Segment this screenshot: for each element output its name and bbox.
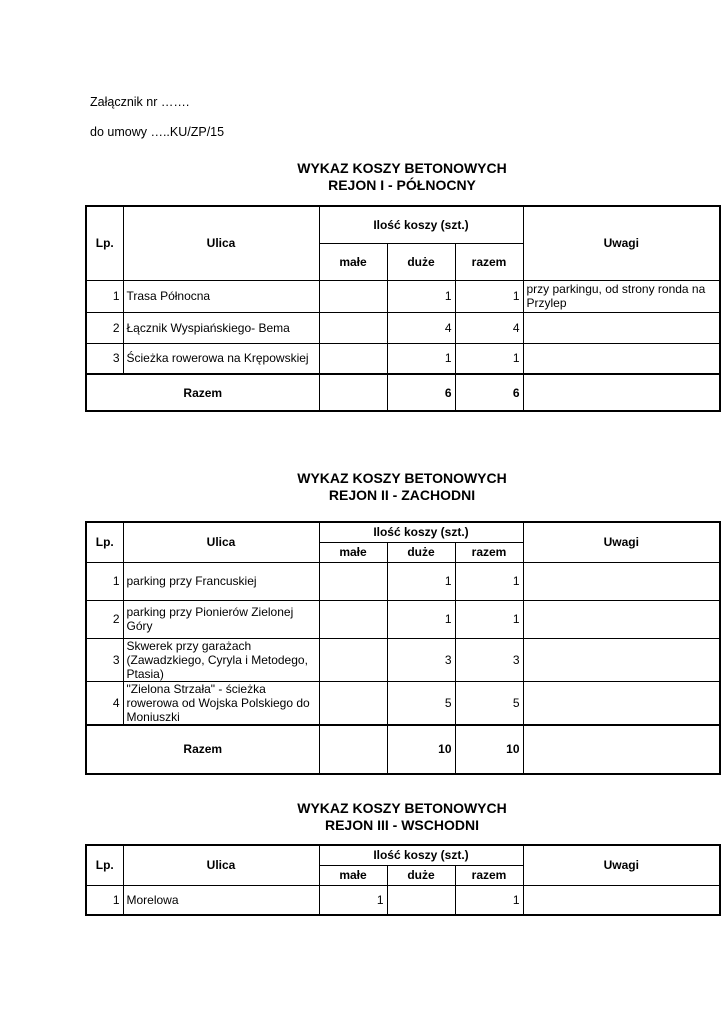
col-male: małe	[319, 865, 387, 885]
cell-duze: 1	[387, 562, 455, 600]
region-table-east	[85, 844, 721, 916]
cell-male	[319, 312, 387, 343]
section-title-line1: WYKAZ KOSZY BETONOWYCH	[297, 800, 507, 816]
cell-duze	[387, 885, 455, 915]
col-razem: razem	[455, 542, 523, 562]
cell-razem: 1	[455, 280, 523, 312]
cell-ulica: Łącznik Wyspiańskiego- Bema	[123, 312, 319, 343]
section-title-line1: WYKAZ KOSZY BETONOWYCH	[297, 470, 507, 486]
cell-lp: 3	[86, 343, 123, 374]
table-row	[86, 343, 720, 374]
table-row	[86, 885, 720, 915]
col-male: małe	[319, 542, 387, 562]
cell-lp: 1	[86, 562, 123, 600]
col-razem: razem	[455, 243, 523, 280]
cell-duze: 3	[387, 638, 455, 681]
cell-uwagi	[523, 312, 720, 343]
cell-male	[319, 562, 387, 600]
cell-uwagi	[523, 725, 720, 774]
cell-uwagi	[523, 562, 720, 600]
total-razem: 6	[455, 374, 523, 411]
total-row	[86, 374, 720, 411]
cell-lp: 4	[86, 681, 123, 725]
cell-razem: 1	[455, 562, 523, 600]
col-lp: Lp.	[86, 522, 123, 562]
cell-lp: 3	[86, 638, 123, 681]
section-title-line1: WYKAZ KOSZY BETONOWYCH	[297, 160, 507, 176]
col-duze: duże	[387, 243, 455, 280]
section-title	[85, 160, 719, 194]
col-uwagi: Uwagi	[523, 845, 720, 885]
cell-duze: 1	[387, 280, 455, 312]
cell-razem: 5	[455, 681, 523, 725]
section-region: REJON I - PÓŁNOCNY	[328, 177, 476, 193]
col-ilosc: Ilość koszy (szt.)	[319, 206, 523, 243]
region-table-west	[85, 521, 721, 775]
col-razem: razem	[455, 865, 523, 885]
cell-ulica: Morelowa	[123, 885, 319, 915]
cell-male: 1	[319, 885, 387, 915]
cell-duze: 1	[387, 600, 455, 638]
col-ilosc: Ilość koszy (szt.)	[319, 522, 523, 542]
col-duze: duże	[387, 542, 455, 562]
cell-razem: 1	[455, 885, 523, 915]
col-ulica: Ulica	[123, 522, 319, 562]
cell-ulica: parking przy Francuskiej	[123, 562, 319, 600]
col-uwagi: Uwagi	[523, 522, 720, 562]
attachment-number: Załącznik nr …….	[90, 95, 190, 109]
section-title	[85, 470, 719, 504]
section-region: REJON II - ZACHODNI	[328, 487, 476, 503]
table-row	[86, 681, 720, 725]
cell-uwagi	[523, 374, 720, 411]
total-label: Razem	[86, 374, 319, 411]
col-male: małe	[319, 243, 387, 280]
cell-ulica: "Zielona Strzała" - ścieżka rowerowa od Wojska Polskiego do Moniuszki	[123, 681, 319, 725]
cell-ulica: Skwerek przy garażach (Zawadzkiego, Cyryla i Metodego, Ptasia)	[123, 638, 319, 681]
cell-ulica: Ścieżka rowerowa na Krępowskiej	[123, 343, 319, 374]
col-lp: Lp.	[86, 845, 123, 885]
cell-lp: 2	[86, 312, 123, 343]
cell-uwagi	[523, 638, 720, 681]
total-row	[86, 725, 720, 774]
cell-duze: 1	[387, 343, 455, 374]
cell-razem: 1	[455, 600, 523, 638]
cell-razem: 1	[455, 343, 523, 374]
section-title	[85, 800, 719, 834]
contract-number: do umowy …..KU/ZP/15	[90, 125, 225, 139]
cell-razem: 3	[455, 638, 523, 681]
cell-razem: 4	[455, 312, 523, 343]
cell-duze: 4	[387, 312, 455, 343]
cell-lp: 1	[86, 280, 123, 312]
table-row	[86, 638, 720, 681]
total-label: Razem	[86, 725, 319, 774]
section-region: REJON III - WSCHODNI	[324, 817, 479, 833]
cell-male	[319, 280, 387, 312]
col-ulica: Ulica	[123, 206, 319, 280]
col-ilosc: Ilość koszy (szt.)	[319, 845, 523, 865]
cell-ulica: Trasa Północna	[123, 280, 319, 312]
cell-lp: 2	[86, 600, 123, 638]
cell-ulica: parking przy Pionierów Zielonej Góry	[123, 600, 319, 638]
total-razem: 10	[455, 725, 523, 774]
cell-lp: 1	[86, 885, 123, 915]
total-duze: 10	[387, 725, 455, 774]
total-male	[319, 374, 387, 411]
cell-male	[319, 600, 387, 638]
cell-duze: 5	[387, 681, 455, 725]
total-duze: 6	[387, 374, 455, 411]
table-row	[86, 600, 720, 638]
cell-uwagi	[523, 885, 720, 915]
cell-uwagi	[523, 681, 720, 725]
total-male	[319, 725, 387, 774]
region-table-north	[85, 205, 721, 412]
col-lp: Lp.	[86, 206, 123, 280]
cell-male	[319, 638, 387, 681]
cell-male	[319, 343, 387, 374]
table-row	[86, 562, 720, 600]
cell-uwagi	[523, 600, 720, 638]
table-row	[86, 312, 720, 343]
col-ulica: Ulica	[123, 845, 319, 885]
cell-uwagi: przy parkingu, od strony ronda na Przylep	[523, 280, 720, 312]
cell-male	[319, 681, 387, 725]
col-uwagi: Uwagi	[523, 206, 720, 280]
cell-uwagi	[523, 343, 720, 374]
table-row	[86, 280, 720, 312]
col-duze: duże	[387, 865, 455, 885]
